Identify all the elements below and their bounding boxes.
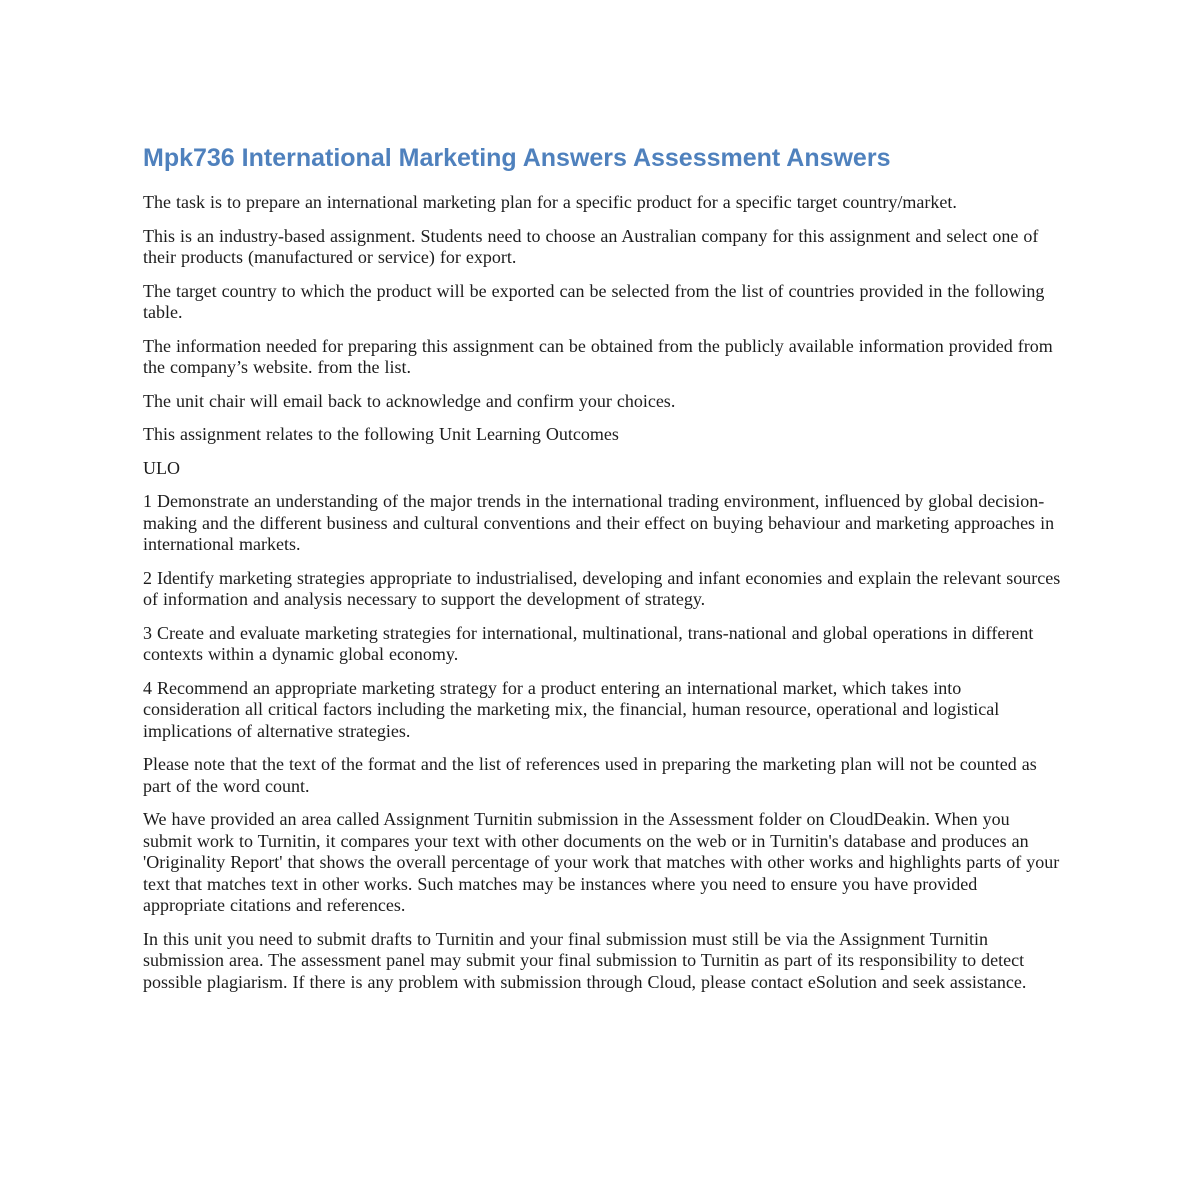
paragraph-turnitin-info: We have provided an area called Assignment Turnitin submission in the Assessment folder on CloudDeakin. When you submit work to Turnitin, it compares your text with other documents on the web or in Turnitin's database and produces an 'Originality Report' that shows the overall percentage of your work that matches with other works and highlights parts of your text that matches text in other works. Such matches may be instances where you need to ensure you have provided appropriate citations and references. (143, 809, 1060, 915)
paragraph-information-needed: The information needed for preparing this assignment can be obtained from the publicly available information provided from the company’s website. from the list. (143, 335, 1053, 377)
paragraph-unit-chair: The unit chair will email back to acknowledge and confirm your choices. (143, 390, 676, 411)
paragraph-ulo-heading: ULO (143, 457, 180, 478)
paragraph-ulo-1: 1 Demonstrate an understanding of the major trends in the international trading environment, influenced by global decision-making and the different business and cultural conventions and their effect on buying behaviour and marketing approaches in international markets. (143, 491, 1055, 554)
paragraph-ulo-3: 3 Create and evaluate marketing strategies for international, multinational, trans-national and global operations in different contexts within a dynamic global economy. (143, 622, 1034, 664)
document-title: Mpk736 International Marketing Answers Assessment Answers (143, 144, 891, 172)
document-page (143, 145, 1063, 1005)
paragraph-ulo-2: 2 Identify marketing strategies appropriate to industrialised, developing and infant economies and explain the relevant sources of information and analysis necessary to support the development of strategy. (143, 567, 1061, 609)
paragraph-ulo-4: 4 Recommend an appropriate marketing strategy for a product entering an international market, which takes into consideration all critical factors including the marketing mix, the financial, human resource, operational and logistical implications of alternative strategies. (143, 677, 1000, 741)
paragraph-target-country: The target country to which the product will be exported can be selected from the list of countries provided in the following table. (143, 280, 1045, 322)
paragraph-industry-assignment: This is an industry-based assignment. Students need to choose an Australian company for this assignment and select one of their products (manufactured or service) for export. (143, 225, 1039, 267)
paragraph-task: The task is to prepare an international marketing plan for a specific product for a specific target country/market. (143, 192, 957, 212)
paragraph-word-count-note: Please note that the text of the format and the list of references used in preparing the marketing plan will not be counted as part of the word count. (143, 754, 1037, 796)
paragraph-turnitin-drafts: In this unit you need to submit drafts to Turnitin and your final submission must still be via the Assignment Turnitin submission area. The assessment panel may submit your final submission to Turnitin as part of its responsibility to detect possible plagiarism. If there is any problem with submission through Cloud, please contact eSolution and seek assistance. (143, 928, 1027, 992)
paragraph-assignment-relates: This assignment relates to the following Unit Learning Outcomes (143, 424, 619, 444)
